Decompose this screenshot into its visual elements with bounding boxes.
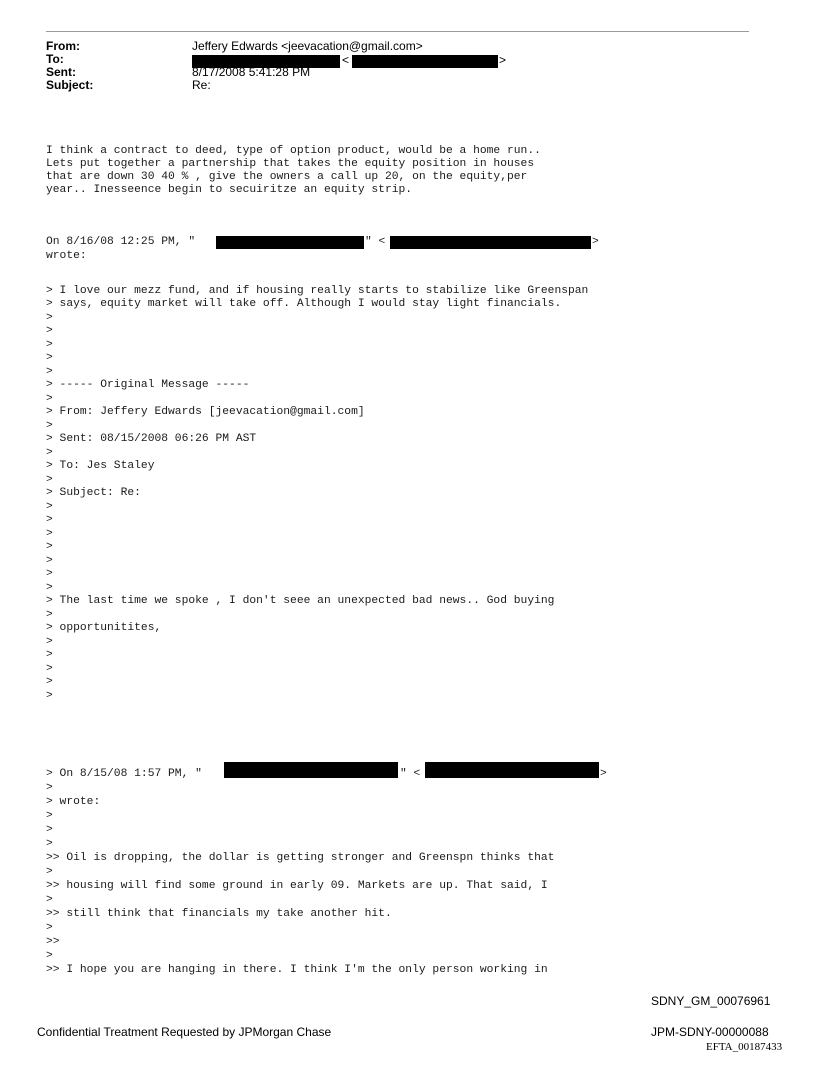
body-line: Lets put together a partnership that takes the equity position in houses bbox=[46, 158, 535, 170]
to-close-bracket: > bbox=[499, 53, 507, 67]
bates-jpm: JPM-SDNY-00000088 bbox=[651, 1025, 769, 1039]
redaction-to-email bbox=[352, 55, 498, 68]
body-line: I think a contract to deed, type of option product, would be a home run.. bbox=[46, 145, 541, 157]
quoted-line: > bbox=[46, 824, 53, 836]
attribution-wrote: wrote: bbox=[46, 250, 87, 262]
quoted-line: > bbox=[46, 554, 53, 567]
attribution-prefix: > On 8/15/08 1:57 PM, " bbox=[46, 768, 202, 780]
quoted-line: >> bbox=[46, 936, 60, 948]
quoted-line: > bbox=[46, 473, 53, 486]
quoted-line: > bbox=[46, 311, 53, 324]
redaction-sender-name bbox=[224, 762, 398, 778]
quoted-line: > bbox=[46, 689, 53, 702]
redaction-sender-email bbox=[390, 236, 591, 249]
quoted-line: > bbox=[46, 782, 53, 794]
to-open-bracket: < bbox=[342, 53, 350, 67]
quoted-line: > says, equity market will take off. Although I would stay light financials. bbox=[46, 298, 562, 310]
quoted-line: >> Oil is dropping, the dollar is getting stronger and Greenspn thinks that bbox=[46, 852, 555, 864]
quoted-line: > bbox=[46, 922, 53, 934]
quoted-line: > Subject: Re: bbox=[46, 487, 141, 499]
quoted-line: > opportunitites, bbox=[46, 622, 162, 634]
quoted-line: > bbox=[46, 325, 53, 337]
quoted-line: >> still think that financials my take another hit. bbox=[46, 908, 392, 920]
quoted-line: > bbox=[46, 676, 53, 688]
quoted-line: > Sent: 08/15/2008 06:26 PM AST bbox=[46, 433, 257, 445]
quoted-line: > To: Jes Staley bbox=[46, 460, 155, 472]
quoted-line: > The last time we spoke , I don't seee an unexpected bad news.. God buying bbox=[46, 595, 555, 607]
quoted-line: > bbox=[46, 838, 53, 850]
quoted-line: > bbox=[46, 514, 53, 526]
attribution-prefix: On 8/16/08 12:25 PM, " bbox=[46, 236, 196, 248]
subject-value: Re: bbox=[192, 78, 211, 92]
to-label: To: bbox=[46, 52, 64, 66]
quoted-line: > bbox=[46, 338, 53, 351]
quoted-line: >> I hope you are hanging in there. I think I'm the only person working in bbox=[46, 964, 548, 976]
attribution-end: > bbox=[592, 236, 599, 248]
quoted-line: > ----- Original Message ----- bbox=[46, 379, 250, 391]
redaction-sender-email bbox=[425, 762, 599, 778]
top-rule bbox=[46, 31, 749, 32]
quoted-line: > From: Jeffery Edwards [jeevacation@gmail.com] bbox=[46, 406, 365, 418]
sent-value: 8/17/2008 5:41:28 PM bbox=[192, 65, 311, 79]
attribution-mid: " < bbox=[400, 768, 421, 780]
subject-label: Subject: bbox=[46, 78, 94, 92]
bates-sdny-gm: SDNY_GM_00076961 bbox=[651, 994, 771, 1008]
attribution-mid: " < bbox=[365, 236, 386, 248]
quoted-line: > bbox=[46, 866, 53, 878]
quoted-line: > bbox=[46, 568, 53, 580]
body-line: year.. Inesseence begin to secuiritze an equity strip. bbox=[46, 184, 413, 196]
quoted-line: > bbox=[46, 500, 53, 513]
quoted-line: > bbox=[46, 352, 53, 364]
quoted-line: > bbox=[46, 527, 53, 540]
quoted-line: > bbox=[46, 894, 53, 906]
quoted-line: > bbox=[46, 419, 53, 432]
quoted-line: > bbox=[46, 581, 53, 594]
sent-label: Sent: bbox=[46, 65, 76, 79]
quoted-line: > bbox=[46, 392, 53, 405]
body-line: that are down 30 40 % , give the owners a call up 20, on the equity,per bbox=[46, 171, 528, 183]
quoted-line: > bbox=[46, 635, 53, 648]
attribution-end: > bbox=[600, 768, 607, 780]
quoted-line: > bbox=[46, 649, 53, 661]
quoted-line: > bbox=[46, 446, 53, 459]
from-label: From: bbox=[46, 39, 80, 53]
bates-efta: EFTA_00187433 bbox=[706, 1041, 783, 1053]
quoted-line: > bbox=[46, 950, 53, 962]
from-value: Jeffery Edwards <jeevacation@gmail.com> bbox=[192, 39, 423, 53]
quoted-line: > bbox=[46, 365, 53, 378]
confidential-notice: Confidential Treatment Requested by JPMorgan Chase bbox=[37, 1025, 332, 1039]
quoted-line: >> housing will find some ground in early 09. Markets are up. That said, I bbox=[46, 880, 548, 892]
redaction-sender-name bbox=[216, 236, 364, 249]
quoted-line: > bbox=[46, 662, 53, 675]
quoted-line: > wrote: bbox=[46, 796, 101, 808]
quoted-line: > bbox=[46, 810, 53, 822]
quoted-line: > bbox=[46, 541, 53, 553]
quoted-line: > I love our mezz fund, and if housing really starts to stabilize like Greenspan bbox=[46, 284, 589, 297]
quoted-line: > bbox=[46, 608, 53, 621]
